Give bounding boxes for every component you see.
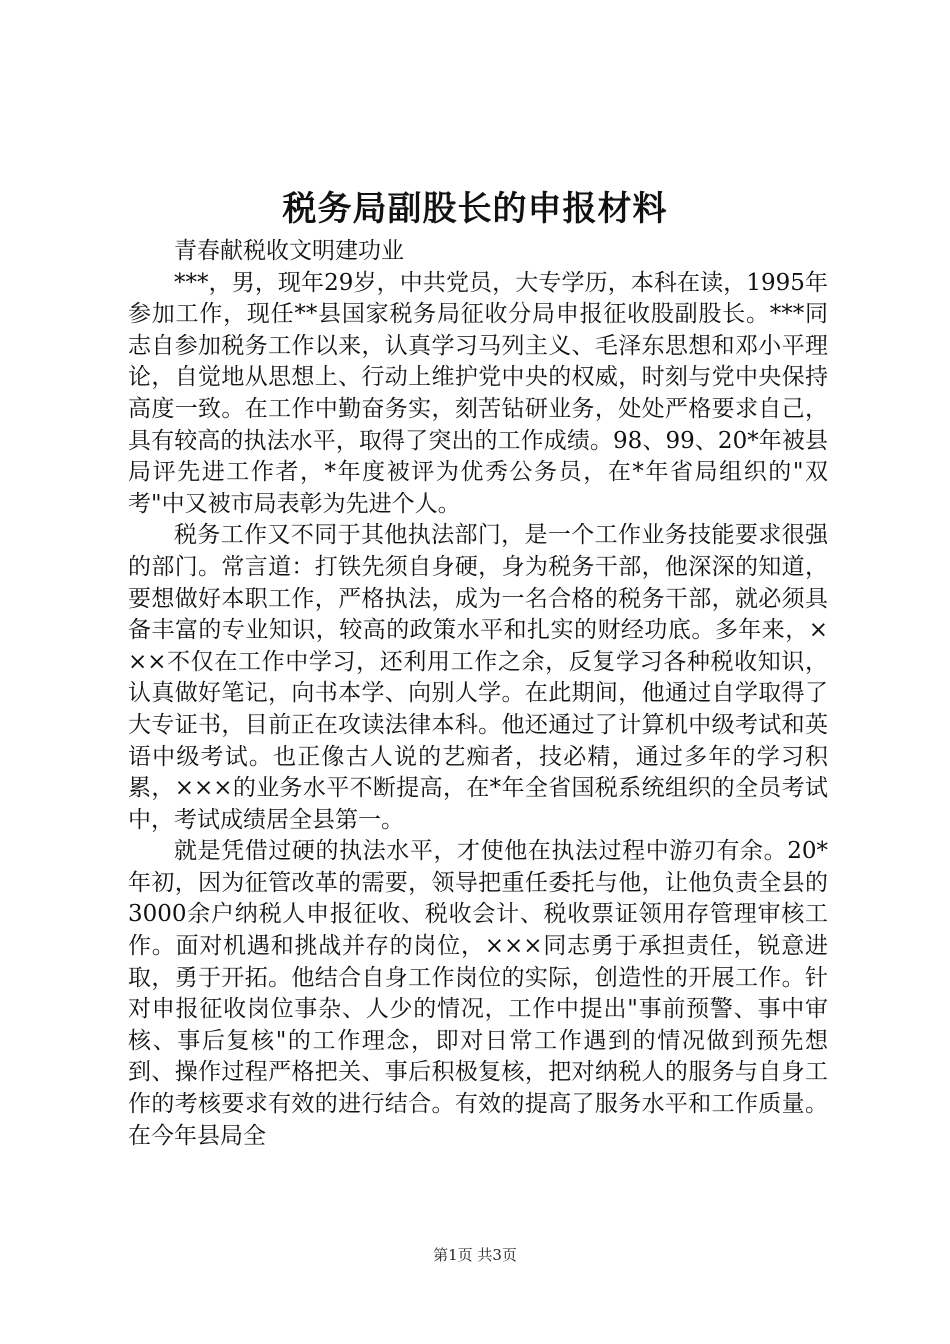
paragraph-3: 就是凭借过硬的执法水平，才使他在执法过程中游刃有余。20*年初，因为征管改革的需要，领导把重任委托与他，让他负责全县的3000余户纳税人申报征收、税收会计、税收票证领用存管理审核工作。面对机遇和挑战并存的岗位，×××同志勇于承担责任，锐意进取，勇于开拓。他结合自身工作岗位的实际，创造性的开展工作。针对申报征收岗位事杂、人少的情况，工作中提出"事前预警、事中审核、事后复核"的工作理念，即对日常工作遇到的情况做到预先想到、操作过程严格把关、事后积极复核，把对纳税人的服务与自身工作的考核要求有效的进行结合。有效的提高了服务水平和工作质量。在今年县局全 <box>128 838 828 1149</box>
page-footer: 第1页 共3页 <box>433 1246 517 1264</box>
paragraph-2: 税务工作又不同于其他执法部门，是一个工作业务技能要求很强的部门。常言道：打铁先须自身硬，身为税务干部，他深深的知道，要想做好本职工作，严格执法，成为一名合格的税务干部，就必须具备丰富的专业知识，较高的政策水平和扎实的财经功底。多年来，×××不仅在工作中学习，还利用工作之余，反复学习各种税收知识，认真做好笔记，向书本学、向别人学。在此期间，他通过自学取得了大专证书，目前正在攻读法律本科。他还通过了计算机中级考试和英语中级考试。也正像古人说的艺痴者，技必精，通过多年的学习积累，×××的业务水平不断提高，在*年全省国税系统组织的全员考试中，考试成绩居全县第一。 <box>128 522 828 833</box>
document-title: 税务局副股长的申报材料 <box>282 189 668 229</box>
paragraph-1: ***，男，现年29岁，中共党员，大专学历，本科在读，1995年参加工作，现任**县国家税务局征收分局申报征收股副股长。***同志自参加税务工作以来，认真学习马列主义、毛泽东思想和邓小平理论，自觉地从思想上、行动上维护党中央的权威，时刻与党中央保持高度一致。在工作中勤奋务实，刻苦钻研业务，处处严格要求自己，具有较高的执法水平，取得了突出的工作成绩。98、99、20*年被县局评先进工作者，*年度被评为优秀公务员，在*年省局组织的"双考"中又被市局表彰为先进个人。 <box>128 269 828 517</box>
document-body <box>128 236 828 1152</box>
paragraph-subtitle: 青春献税收文明建功业 <box>174 238 404 264</box>
